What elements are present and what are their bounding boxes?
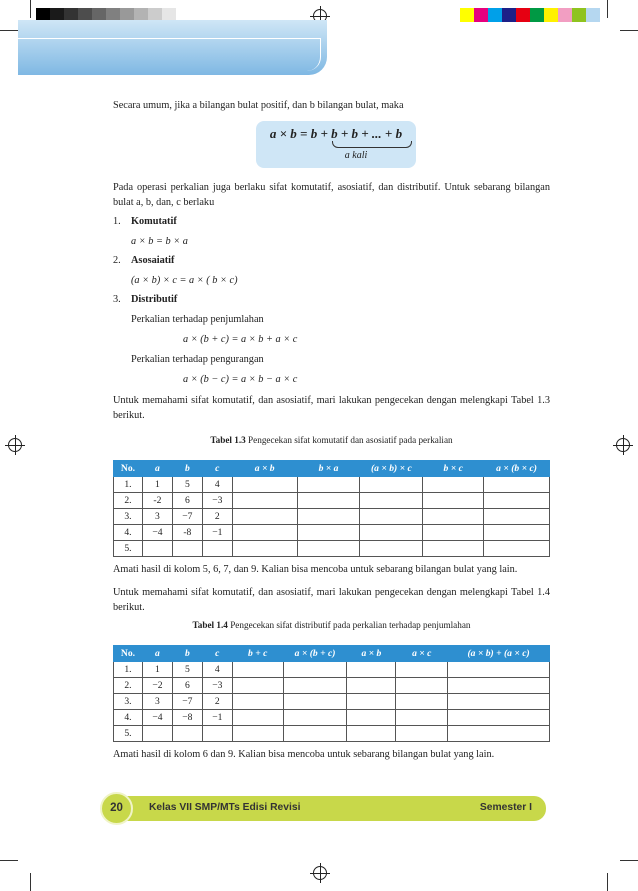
table-row — [114, 694, 550, 710]
distributive-addition-formula: a × (b + c) = a × b + a × c — [183, 334, 298, 345]
table2-caption-label: Tabel 1.4 — [192, 620, 228, 630]
registration-mark-icon — [616, 438, 630, 452]
distributive-addition-label: Perkalian terhadap penjumlahan — [131, 314, 264, 325]
color-swatch — [516, 8, 530, 22]
color-swatch — [460, 8, 474, 22]
table-row — [114, 662, 550, 678]
page-number: 20 — [100, 792, 133, 825]
table-cell: 4. — [114, 525, 143, 541]
answer-cell[interactable] — [423, 541, 484, 557]
table-cell: 2 — [202, 694, 232, 710]
color-swatch — [544, 8, 558, 22]
table-cell: 4. — [114, 710, 143, 726]
table-cell: −1 — [202, 710, 232, 726]
table-cell: −7 — [172, 509, 202, 525]
column-header: a × (b + c) — [283, 646, 347, 662]
column-header: b × a — [297, 461, 360, 477]
distributive-subtraction-formula: a × (b − c) = a × b − a × c — [183, 374, 298, 385]
column-header: c — [202, 646, 232, 662]
table-cell: 1 — [142, 477, 172, 493]
associative-formula: (a × b) × c = a × ( b × c) — [131, 275, 238, 286]
table-row — [114, 678, 550, 694]
book-title: Kelas VII SMP/MTs Edisi Revisi — [149, 802, 301, 813]
table-cell: 3 — [142, 509, 172, 525]
property-title: Komutatif — [131, 216, 177, 227]
property-number: 3. — [113, 294, 121, 305]
answer-cell[interactable] — [347, 726, 396, 742]
property-number: 2. — [113, 255, 121, 266]
formula-box — [256, 121, 416, 168]
answer-cell[interactable] — [360, 509, 423, 525]
column-header: No. — [114, 646, 143, 662]
properties-paragraph: Pada operasi perkalian juga berlaku sifat komutatif, asosiatif, dan distributif. Untuk sebarang bilangan bulat a, b, dan, c berlaku — [113, 182, 550, 208]
crop-mark — [0, 30, 18, 31]
semester-label: Semester I — [479, 802, 532, 813]
table-cell: 5 — [172, 662, 202, 678]
answer-cell[interactable] — [297, 509, 360, 525]
answer-cell[interactable] — [347, 710, 396, 726]
table-cell: 3. — [114, 509, 143, 525]
answer-cell[interactable] — [396, 710, 448, 726]
answer-cell[interactable] — [232, 710, 283, 726]
table-cell: 5. — [114, 541, 143, 557]
crop-mark — [0, 860, 18, 861]
answer-cell[interactable] — [423, 525, 484, 541]
registration-mark-icon — [8, 438, 22, 452]
table1-intro: Untuk memahami sifat komutatif, dan asosiatif, mari lakukan pengecekan dengan melengkapi Tabel 1.3 berikut. — [113, 395, 550, 421]
color-swatch — [488, 8, 502, 22]
color-swatch — [530, 8, 544, 22]
answer-cell[interactable] — [484, 509, 550, 525]
table-cell: -8 — [172, 525, 202, 541]
table-cell: 6 — [172, 493, 202, 509]
table2-caption-text: Pengecekan sifat distributif pada perkalian terhadap penjumlahan — [230, 620, 471, 630]
answer-cell[interactable] — [484, 477, 550, 493]
table-cell — [142, 726, 172, 742]
answer-cell[interactable] — [360, 525, 423, 541]
registration-mark-icon — [313, 866, 327, 880]
table1-caption-text: Pengecekan sifat komutatif dan asosiatif pada perkalian — [248, 435, 453, 445]
underbrace — [332, 141, 412, 148]
column-header: b — [172, 461, 202, 477]
table-cell: −1 — [202, 525, 232, 541]
column-header: a × (b × c) — [484, 461, 550, 477]
table-cell: 4 — [202, 662, 232, 678]
page-content — [113, 98, 550, 762]
answer-cell[interactable] — [396, 678, 448, 694]
column-header: (a × b) × c — [360, 461, 423, 477]
table-row — [114, 493, 550, 509]
answer-cell[interactable] — [283, 694, 347, 710]
table-row — [114, 710, 550, 726]
answer-cell[interactable] — [283, 710, 347, 726]
table-row — [114, 525, 550, 541]
header-band — [18, 20, 327, 75]
table-cell: 3 — [142, 694, 172, 710]
answer-cell[interactable] — [297, 525, 360, 541]
table-cell — [142, 541, 172, 557]
property-title: Asosaiatif — [131, 255, 175, 266]
answer-cell[interactable] — [360, 477, 423, 493]
answer-cell[interactable] — [484, 493, 550, 509]
answer-cell[interactable] — [232, 694, 283, 710]
crop-mark — [620, 30, 638, 31]
answer-cell[interactable] — [283, 662, 347, 678]
table-cell: 1. — [114, 477, 143, 493]
table-cell: −2 — [142, 678, 172, 694]
answer-cell[interactable] — [360, 541, 423, 557]
color-swatch — [474, 8, 488, 22]
property-item — [113, 292, 550, 307]
page-footer — [104, 796, 546, 821]
column-header: b × c — [423, 461, 484, 477]
answer-cell[interactable] — [448, 710, 550, 726]
answer-cell[interactable] — [423, 477, 484, 493]
answer-cell[interactable] — [232, 477, 297, 493]
answer-cell[interactable] — [347, 694, 396, 710]
table2-caption — [113, 618, 550, 633]
answer-cell[interactable] — [396, 662, 448, 678]
answer-cell[interactable] — [232, 678, 283, 694]
column-header: b + c — [232, 646, 283, 662]
table2-note: Amati hasil di kolom 6 dan 9. Kalian bisa mencoba untuk sebarang bilangan bulat yang lain. — [113, 749, 495, 760]
table-cell: 1 — [142, 662, 172, 678]
answer-cell[interactable] — [283, 726, 347, 742]
color-swatch — [572, 8, 586, 22]
answer-cell[interactable] — [232, 541, 297, 557]
commutative-associative-table — [113, 460, 550, 557]
answer-cell[interactable] — [423, 509, 484, 525]
table1-note: Amati hasil di kolom 5, 6, 7, dan 9. Kalian bisa mencoba untuk sebarang bilangan bulat yang lain. — [113, 564, 518, 575]
multiplication-formula: a × b = b + b + b + ... + b — [269, 126, 403, 141]
answer-cell[interactable] — [448, 678, 550, 694]
answer-cell[interactable] — [283, 678, 347, 694]
answer-cell[interactable] — [297, 541, 360, 557]
column-header: a — [142, 461, 172, 477]
column-header: a × b — [232, 461, 297, 477]
table-header-row — [114, 461, 550, 477]
table-cell: 3. — [114, 694, 143, 710]
table-cell: 2. — [114, 678, 143, 694]
crop-mark — [30, 0, 31, 18]
table-row — [114, 477, 550, 493]
formula-underbrace-label: a kali — [344, 150, 368, 161]
distributive-subtraction-label: Perkalian terhadap pengurangan — [131, 354, 264, 365]
table-cell: −3 — [202, 493, 232, 509]
table-cell — [202, 541, 232, 557]
column-header: (a × b) + (a × c) — [448, 646, 550, 662]
color-swatch — [558, 8, 572, 22]
crop-mark — [30, 873, 31, 891]
color-swatch — [502, 8, 516, 22]
distributive-table — [113, 645, 550, 742]
table-cell: -2 — [142, 493, 172, 509]
table-cell: 5. — [114, 726, 143, 742]
column-header: a × b — [347, 646, 396, 662]
answer-cell[interactable] — [347, 662, 396, 678]
color-swatch — [586, 8, 600, 22]
table1-caption-label: Tabel 1.3 — [210, 435, 246, 445]
property-number: 1. — [113, 216, 121, 227]
table-row — [114, 541, 550, 557]
table-cell: 5 — [172, 477, 202, 493]
intro-text: Secara umum, jika a bilangan bulat positif, dan b bilangan bulat, maka — [113, 100, 404, 111]
property-item — [113, 253, 550, 268]
table-cell: 2 — [202, 509, 232, 525]
answer-cell[interactable] — [232, 726, 283, 742]
answer-cell[interactable] — [232, 525, 297, 541]
table-cell: −4 — [142, 710, 172, 726]
table-cell: −8 — [172, 710, 202, 726]
answer-cell[interactable] — [396, 694, 448, 710]
answer-cell[interactable] — [448, 726, 550, 742]
commutative-formula: a × b = b × a — [131, 236, 188, 247]
table-cell: −4 — [142, 525, 172, 541]
crop-mark — [607, 873, 608, 891]
column-header: b — [172, 646, 202, 662]
column-header: c — [202, 461, 232, 477]
answer-cell[interactable] — [297, 477, 360, 493]
table-cell — [202, 726, 232, 742]
table-cell: 4 — [202, 477, 232, 493]
answer-cell[interactable] — [360, 493, 423, 509]
table-cell: 6 — [172, 678, 202, 694]
answer-cell[interactable] — [448, 662, 550, 678]
answer-cell[interactable] — [232, 493, 297, 509]
crop-mark — [620, 860, 638, 861]
column-header: No. — [114, 461, 143, 477]
table-row — [114, 509, 550, 525]
answer-cell[interactable] — [347, 678, 396, 694]
table-cell — [172, 726, 202, 742]
column-header: a × c — [396, 646, 448, 662]
table-cell: −3 — [202, 678, 232, 694]
column-header: a — [142, 646, 172, 662]
table-cell — [172, 541, 202, 557]
answer-cell[interactable] — [232, 662, 283, 678]
answer-cell[interactable] — [484, 541, 550, 557]
table-cell: 2. — [114, 493, 143, 509]
table-row — [114, 726, 550, 742]
crop-mark — [607, 0, 608, 18]
property-title: Distributif — [131, 294, 178, 305]
table1-caption — [113, 433, 550, 448]
answer-cell[interactable] — [396, 726, 448, 742]
answer-cell[interactable] — [448, 694, 550, 710]
table-cell: 1. — [114, 662, 143, 678]
answer-cell[interactable] — [232, 509, 297, 525]
property-item — [113, 214, 550, 229]
process-color-bar — [460, 8, 600, 22]
table-cell: −7 — [172, 694, 202, 710]
table2-intro: Untuk memahami sifat komutatif, dan asosiatif, mari lakukan pengecekan dengan melengkapi Tabel 1.4 berikut. — [113, 587, 550, 613]
answer-cell[interactable] — [484, 525, 550, 541]
table-header-row — [114, 646, 550, 662]
answer-cell[interactable] — [423, 493, 484, 509]
answer-cell[interactable] — [297, 493, 360, 509]
